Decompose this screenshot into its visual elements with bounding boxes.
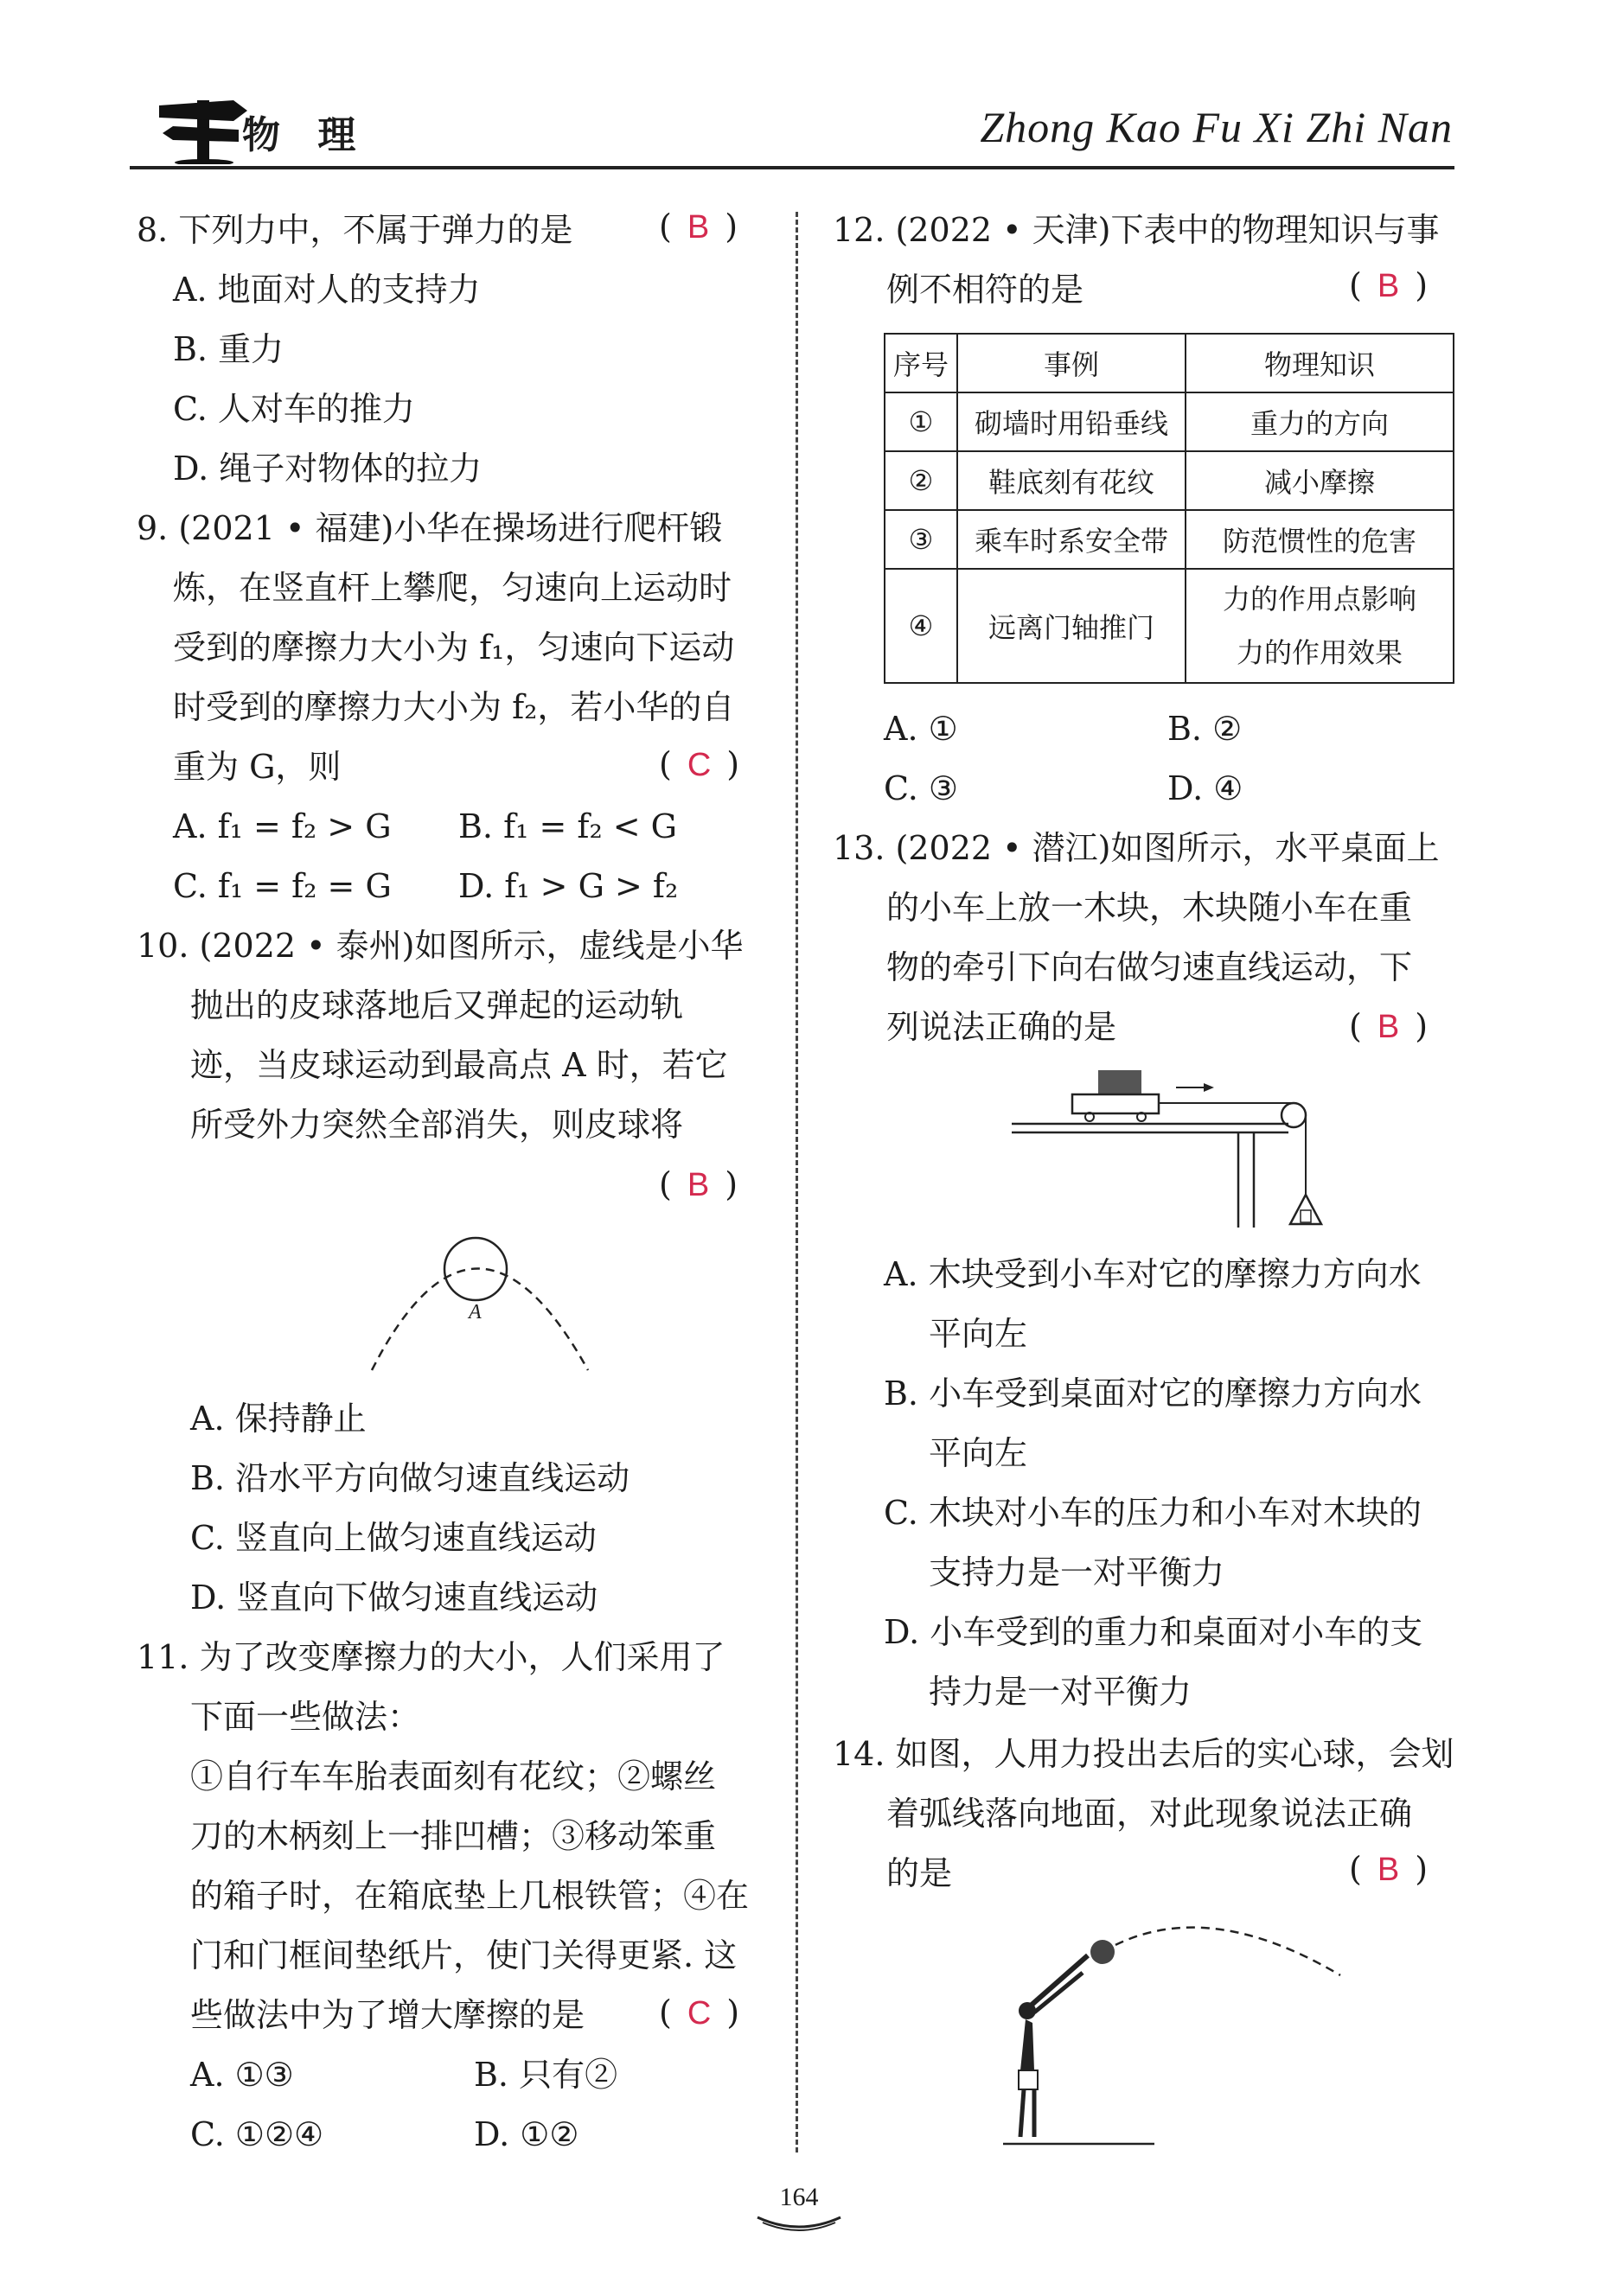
table-row [885, 569, 1454, 683]
subject-title: 物 理 [242, 113, 368, 157]
arrow-head [1204, 1083, 1214, 1092]
option-a: A. ①③ [190, 2056, 294, 2094]
ball-trajectory-figure [355, 1219, 605, 1379]
cart-body [1072, 1094, 1159, 1113]
cart-pulley-figure [1003, 1063, 1332, 1236]
table-header-row [885, 334, 1454, 392]
question-11-line: 下面一些做法： [190, 1698, 421, 1736]
shot-put-figure [986, 1910, 1349, 2161]
table-cell: 重力的方向 [1186, 392, 1454, 451]
table-cell: 减小摩擦 [1186, 451, 1454, 510]
table-row [885, 451, 1454, 510]
question-9-line: 受到的摩擦力大小为 f₁，匀速向下运动 [173, 628, 735, 666]
knowledge-table [884, 333, 1454, 684]
option-b: B. 沿水平方向做匀速直线运动 [190, 1459, 630, 1497]
option-a-cont: 平向左 [929, 1315, 1028, 1353]
page-header [138, 86, 1453, 173]
option-b: B. f₁ = f₂ < G [458, 807, 678, 845]
option-b: B. 小车受到桌面对它的摩擦力方向水 [884, 1374, 1422, 1413]
option-b: B. ② [1167, 710, 1243, 748]
table-cell-line: 力的作用点影响 [1222, 583, 1416, 615]
question-10-line: 抛出的皮球落地后又弹起的运动轨 [190, 986, 684, 1024]
question-11-line: 的箱子时，在箱底垫上几根铁管；④在 [190, 1877, 750, 1915]
answer-12: ( B ) [1349, 266, 1429, 304]
answer-10: ( B ) [659, 1165, 738, 1203]
answer-13: ( B ) [1349, 1007, 1429, 1045]
question-11-line: 门和门框间垫纸片，使门关得更紧. 这 [190, 1936, 738, 1974]
table-cell: ② [885, 451, 957, 510]
answer-8: ( B ) [659, 207, 738, 246]
question-13-line: 物的牵引下向右做匀速直线运动，下 [886, 948, 1413, 986]
option-d: D. ①② [474, 2115, 579, 2153]
question-10-options [190, 1389, 778, 1628]
athlete-leg [1020, 2089, 1024, 2137]
table-cell: 防范惯性的危害 [1186, 510, 1454, 569]
question-10-line: 迹，当皮球运动到最高点 A 时，若它 [190, 1046, 728, 1084]
option-c: C. 木块对小车的压力和小车对木块的 [884, 1494, 1422, 1532]
question-14-line: 的是 [886, 1854, 953, 1892]
option-c: C. 人对车的推力 [173, 390, 415, 428]
option-d: D. f₁ > G > f₂ [458, 867, 679, 905]
option-c: C. 竖直向上做匀速直线运动 [190, 1519, 597, 1557]
option-d: D. ④ [1167, 769, 1243, 807]
table-header-cell: 物理知识 [1186, 334, 1454, 392]
page-footer [754, 2183, 844, 2235]
option-d: D. 小车受到的重力和桌面对小车的支 [884, 1613, 1423, 1651]
answer-8-value: B [687, 209, 710, 246]
question-10 [137, 916, 777, 1155]
table-cell: ③ [885, 510, 957, 569]
answer-9-value: C [687, 747, 712, 783]
question-9-line: 时受到的摩擦力大小为 f₂，若小华的自 [173, 688, 735, 726]
option-a: A. 保持静止 [190, 1400, 367, 1438]
weight-inner [1301, 1210, 1311, 1222]
signpost-logo-icon [156, 92, 251, 164]
question-10-line: 所受外力突然全部消失，则皮球将 [190, 1106, 684, 1144]
ball-trajectory [1103, 1928, 1340, 1975]
question-13-options [884, 1245, 1463, 1722]
question-11 [137, 1628, 777, 2165]
question-12-options [884, 699, 1454, 819]
question-14-line: 14. 如图，人用力投出去后的实心球，会划 [833, 1735, 1454, 1773]
option-a: A. 地面对人的支持力 [173, 271, 481, 309]
table-cell: 乘车时系安全带 [957, 510, 1186, 569]
answer-9: ( C ) [659, 745, 740, 783]
point-a-label: A [469, 1301, 482, 1323]
option-b: B. 只有② [474, 2056, 618, 2094]
question-13-line: 13. (2022 • 潜江)如图所示，水平桌面上 [833, 829, 1440, 867]
question-14-line: 着弧线落向地面，对此现象说法正确 [886, 1795, 1413, 1833]
question-9-line: 9. (2021 • 福建)小华在操场进行爬杆锻 [137, 509, 723, 547]
question-13-line: 的小车上放一木块，木块随小车在重 [886, 889, 1413, 927]
option-c: C. ③ [884, 769, 958, 807]
answer-12-value: B [1377, 268, 1400, 304]
table-row [885, 392, 1454, 451]
question-9-line: 重为 G，则 [173, 748, 342, 786]
option-d: D. 绳子对物体的拉力 [173, 450, 483, 488]
answer-10-value: B [687, 1167, 710, 1203]
table-cell: ① [885, 392, 957, 451]
shot-ball [1090, 1940, 1115, 1964]
table-cell: ④ [885, 569, 957, 683]
option-c-cont: 支持力是一对平衡力 [929, 1553, 1225, 1591]
question-11-line: ①自行车车胎表面刻有花纹；②螺丝 [190, 1757, 717, 1795]
option-d-cont: 持力是一对平衡力 [929, 1673, 1192, 1711]
answer-11: ( C ) [659, 1993, 740, 2031]
column-divider [796, 212, 798, 2152]
table-header-cell: 序号 [885, 334, 957, 392]
answer-14-value: B [1377, 1852, 1400, 1888]
hanging-weight [1290, 1195, 1321, 1224]
option-b-cont: 平向左 [929, 1434, 1028, 1472]
option-b: B. 重力 [173, 330, 284, 368]
athlete-arm [1031, 1955, 1088, 2006]
table-header-cell: 事例 [957, 334, 1186, 392]
athlete-shorts [1019, 2070, 1038, 2089]
athlete-torso [1020, 2019, 1034, 2070]
page-number: 164 [779, 2183, 819, 2211]
option-c: C. f₁ = f₂ = G [173, 867, 392, 905]
question-9 [137, 499, 777, 916]
table-cell: 砌墙时用铅垂线 [957, 392, 1186, 451]
option-d: D. 竖直向下做匀速直线运动 [190, 1578, 598, 1617]
question-11-line: 刀的木柄刻上一排凹槽；③移动笨重 [190, 1817, 717, 1855]
question-12-line: 12. (2022 • 天津)下表中的物理知识与事 [833, 211, 1440, 249]
series-title: Zhong Kao Fu Xi Zhi Nan [980, 103, 1453, 151]
option-a: A. 木块受到小车对它的摩擦力方向水 [884, 1255, 1422, 1293]
wooden-block [1098, 1070, 1141, 1094]
question-12-line: 例不相符的是 [886, 271, 1084, 309]
header-rule [130, 166, 1454, 169]
question-13-line: 列说法正确的是 [886, 1008, 1117, 1046]
option-a: A. ① [884, 710, 958, 748]
answer-11-value: C [687, 1995, 712, 2031]
question-11-line: 11. 为了改变摩擦力的大小，人们采用了 [137, 1638, 725, 1676]
question-11-line: 些做法中为了增大摩擦的是 [190, 1996, 585, 2034]
table-cell: 鞋底刻有花纹 [957, 451, 1186, 510]
table-cell [1186, 569, 1454, 683]
question-8-stem: 8. 下列力中，不属于弹力的是 [137, 211, 573, 249]
option-c: C. ①②④ [190, 2115, 324, 2153]
option-a: A. f₁ = f₂ > G [173, 807, 392, 845]
question-10-line: 10. (2022 • 泰州)如图所示，虚线是小华 [137, 927, 744, 965]
answer-13-value: B [1377, 1009, 1400, 1045]
table-row [885, 510, 1454, 569]
table-cell-line: 力的作用效果 [1236, 636, 1403, 669]
answer-14: ( B ) [1349, 1850, 1429, 1888]
question-9-line: 炼，在竖直杆上攀爬，匀速向上运动时 [173, 569, 732, 607]
table-cell: 远离门轴推门 [957, 569, 1186, 683]
